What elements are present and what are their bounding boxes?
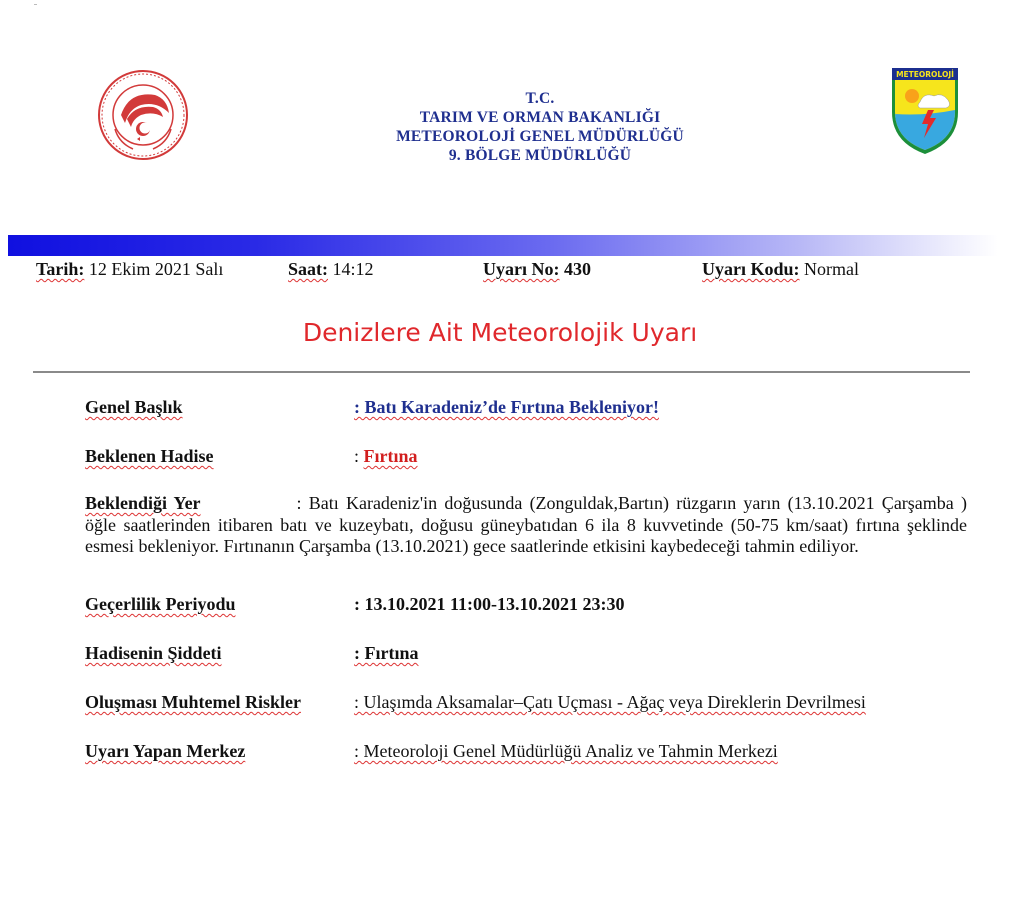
- expected-event-colon: :: [354, 446, 364, 466]
- headline-value: : Batı Karadeniz’de Fırtına Bekleniyor!: [354, 397, 659, 417]
- expected-event-value: Fırtına: [363, 446, 418, 466]
- time-label: Saat:: [288, 259, 328, 279]
- ministry-seal-icon: [97, 69, 189, 161]
- headline-label: Genel Başlık: [85, 397, 183, 417]
- scan-dot: [34, 4, 37, 5]
- severity-value: : Fırtına: [354, 643, 419, 663]
- date-label: Tarih:: [36, 259, 85, 279]
- risks-label: Oluşması Muhtemel Riskler: [85, 692, 301, 712]
- date-field: [36, 259, 223, 280]
- header-line-ministry: TARIM VE ORMAN BAKANLIĞI: [419, 109, 661, 126]
- header-gradient-bar: [8, 235, 998, 256]
- header-line-directorate: METEOROLOJİ GENEL MÜDÜRLÜĞÜ: [396, 128, 684, 145]
- title-divider: [33, 371, 970, 373]
- warning-code-field: [702, 259, 859, 280]
- warning-number-field: [483, 259, 591, 280]
- validity-period-value: : 13.10.2021 11:00-13.10.2021 23:30: [354, 594, 625, 614]
- warning-code-value: Normal: [804, 259, 859, 279]
- expected-location-value: : Batı Karadeniz'in doğusunda (Zonguldak,Bartın) rüzgarın yarın (13.10.2021 Çarşamba ) öğle saatlerinden itibaren batı ve kuzeybatı, doğusu güneybatıdan 6 ila 8 kuvvetinde (50-75 km/saat) fırtına şeklinde esmesi bekleniyor. Fırtınanın Çarşamba (13.10.2021) gece saatlerinde etkisini kaybedeceği tahmin ediliyor.: [85, 493, 967, 556]
- warning-code-label: Uyarı Kodu:: [702, 259, 800, 279]
- warning-number-value: 430: [563, 259, 591, 279]
- expected-event-field: [354, 446, 418, 467]
- severity-label: Hadisenin Şiddeti: [85, 643, 222, 663]
- validity-period-label: Geçerlilik Periyodu: [85, 594, 236, 614]
- date-value: 12 Ekim 2021 Salı: [88, 259, 224, 279]
- header-line-tc: T.C.: [525, 90, 555, 107]
- page-title: Denizlere Ait Meteorolojik Uyarı: [302, 318, 698, 347]
- time-field: [288, 259, 374, 280]
- issuing-center-label: Uyarı Yapan Merkez: [85, 741, 246, 761]
- expected-location-paragraph: [85, 493, 967, 558]
- time-value: 14:12: [332, 259, 374, 279]
- logo-text: METEOROLOJİ: [896, 70, 954, 79]
- expected-event-label: Beklenen Hadise: [85, 446, 214, 466]
- warning-number-label: Uyarı No:: [483, 259, 560, 279]
- expected-location-label: Beklendiği Yer: [85, 493, 201, 513]
- header-line-region: 9. BÖLGE MÜDÜRLÜĞÜ: [448, 147, 632, 164]
- risks-value: : Ulaşımda Aksamalar–Çatı Uçması - Ağaç veya Direklerin Devrilmesi: [354, 692, 866, 712]
- issuing-center-value: : Meteoroloji Genel Müdürlüğü Analiz ve Tahmin Merkezi: [354, 741, 778, 761]
- meteorology-logo-icon: [890, 66, 960, 156]
- header-block: [330, 89, 750, 165]
